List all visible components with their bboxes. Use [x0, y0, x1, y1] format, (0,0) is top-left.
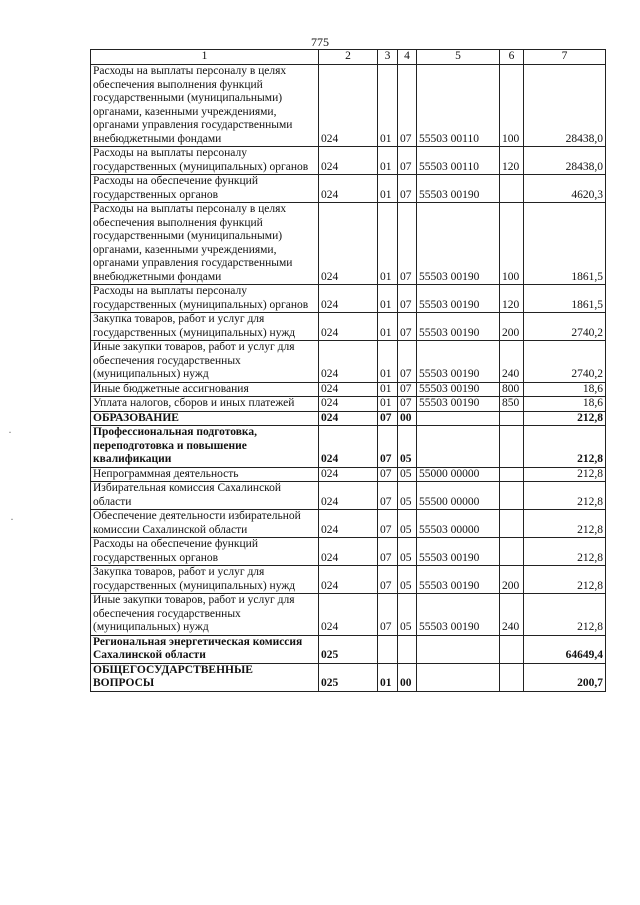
- header-row: [91, 50, 606, 65]
- row-type: 240: [500, 594, 524, 636]
- row-type: 200: [500, 566, 524, 594]
- row-subsection: [398, 635, 417, 663]
- row-subsection: 07: [398, 65, 417, 147]
- row-code: 024: [319, 175, 378, 203]
- row-code: 024: [319, 426, 378, 468]
- row-target: 55503 00000: [417, 510, 500, 538]
- row-section: 07: [378, 566, 398, 594]
- row-target: [417, 635, 500, 663]
- row-target: [417, 663, 500, 691]
- row-target: 55000 00000: [417, 467, 500, 482]
- row-code: 024: [319, 313, 378, 341]
- row-subsection: 07: [398, 147, 417, 175]
- col-header-3: 3: [378, 50, 398, 65]
- col-header-6: 6: [500, 50, 524, 65]
- row-code: 024: [319, 147, 378, 175]
- row-section: 07: [378, 467, 398, 482]
- row-target: 55503 00190: [417, 566, 500, 594]
- row-name: Обеспечение деятельности избирательной комиссии Сахалинской области: [91, 510, 319, 538]
- row-amount: 2740,2: [524, 341, 606, 383]
- row-name: Профессиональная подготовка, переподготовка и повышение квалификации: [91, 426, 319, 468]
- row-amount: 212,8: [524, 411, 606, 426]
- row-type: 120: [500, 285, 524, 313]
- row-subsection: 07: [398, 382, 417, 397]
- row-code: 024: [319, 510, 378, 538]
- row-amount: 2740,2: [524, 313, 606, 341]
- row-name: ОБЩЕГОСУДАРСТВЕННЫЕ ВОПРОСЫ: [91, 663, 319, 691]
- row-subsection: 05: [398, 467, 417, 482]
- table-row: [91, 382, 606, 397]
- row-subsection: 05: [398, 538, 417, 566]
- row-subsection: 05: [398, 426, 417, 468]
- row-code: 024: [319, 482, 378, 510]
- row-name: Расходы на обеспечение функций государственных органов: [91, 538, 319, 566]
- row-amount: 4620,3: [524, 175, 606, 203]
- row-subsection: 05: [398, 482, 417, 510]
- table-row: [91, 635, 606, 663]
- row-type: [500, 411, 524, 426]
- row-name: Расходы на выплаты персоналу государственных (муниципальных) органов: [91, 285, 319, 313]
- row-section: 01: [378, 397, 398, 412]
- row-type: [500, 663, 524, 691]
- row-name: Расходы на выплаты персоналу в целях обеспечения выполнения функций государственными (муниципальными) органами, казенными учреждениями, органами управления государственными внебюджетными фондами: [91, 65, 319, 147]
- table-row: [91, 313, 606, 341]
- table-row: [91, 147, 606, 175]
- row-code: 024: [319, 594, 378, 636]
- row-target: 55503 00190: [417, 382, 500, 397]
- row-target: 55503 00110: [417, 147, 500, 175]
- row-code: 024: [319, 538, 378, 566]
- row-name: Иные бюджетные ассигнования: [91, 382, 319, 397]
- table-row: [91, 426, 606, 468]
- row-code: 024: [319, 411, 378, 426]
- row-type: [500, 175, 524, 203]
- col-header-7: 7: [524, 50, 606, 65]
- row-type: 200: [500, 313, 524, 341]
- row-target: 55503 00110: [417, 65, 500, 147]
- row-amount: 1861,5: [524, 203, 606, 285]
- row-section: 07: [378, 426, 398, 468]
- table-row: [91, 285, 606, 313]
- table-row: [91, 397, 606, 412]
- row-section: 01: [378, 382, 398, 397]
- row-target: [417, 426, 500, 468]
- row-section: 01: [378, 663, 398, 691]
- table-row: [91, 467, 606, 482]
- col-header-1: 1: [91, 50, 319, 65]
- table-row: [91, 341, 606, 383]
- row-type: 240: [500, 341, 524, 383]
- row-amount: 212,8: [524, 594, 606, 636]
- row-target: 55503 00190: [417, 203, 500, 285]
- row-section: 07: [378, 411, 398, 426]
- row-subsection: 00: [398, 411, 417, 426]
- table-row: [91, 663, 606, 691]
- row-subsection: 07: [398, 285, 417, 313]
- row-section: 01: [378, 65, 398, 147]
- scan-mark: ·: [8, 425, 12, 439]
- table-row: [91, 510, 606, 538]
- row-code: 024: [319, 566, 378, 594]
- row-section: 01: [378, 203, 398, 285]
- col-header-4: 4: [398, 50, 417, 65]
- row-code: 025: [319, 635, 378, 663]
- row-code: 024: [319, 285, 378, 313]
- row-amount: 200,7: [524, 663, 606, 691]
- row-name: Региональная энергетическая комиссия Сахалинской области: [91, 635, 319, 663]
- row-subsection: 07: [398, 203, 417, 285]
- row-amount: 18,6: [524, 382, 606, 397]
- row-amount: 28438,0: [524, 65, 606, 147]
- row-code: 024: [319, 397, 378, 412]
- row-amount: 212,8: [524, 426, 606, 468]
- col-header-5: 5: [417, 50, 500, 65]
- row-name: ОБРАЗОВАНИЕ: [91, 411, 319, 426]
- row-type: 800: [500, 382, 524, 397]
- row-code: 024: [319, 203, 378, 285]
- scan-mark: ·: [10, 512, 14, 526]
- row-target: 55503 00190: [417, 313, 500, 341]
- row-subsection: 07: [398, 313, 417, 341]
- table-row: [91, 411, 606, 426]
- row-amount: 1861,5: [524, 285, 606, 313]
- row-section: 01: [378, 341, 398, 383]
- row-target: 55503 00190: [417, 538, 500, 566]
- row-code: 024: [319, 65, 378, 147]
- row-section: 01: [378, 313, 398, 341]
- row-name: Расходы на обеспечение функций государственных органов: [91, 175, 319, 203]
- row-name: Расходы на выплаты персоналу государственных (муниципальных) органов: [91, 147, 319, 175]
- row-section: 07: [378, 594, 398, 636]
- row-target: 55500 00000: [417, 482, 500, 510]
- row-section: 01: [378, 175, 398, 203]
- row-section: 07: [378, 538, 398, 566]
- table-row: [91, 538, 606, 566]
- page-number: 775: [311, 35, 329, 49]
- table-row: [91, 65, 606, 147]
- budget-table: [90, 49, 606, 692]
- row-type: 850: [500, 397, 524, 412]
- row-amount: 64649,4: [524, 635, 606, 663]
- row-type: 100: [500, 65, 524, 147]
- row-code: 024: [319, 382, 378, 397]
- row-code: 024: [319, 341, 378, 383]
- row-code: 024: [319, 467, 378, 482]
- row-section: [378, 635, 398, 663]
- row-target: [417, 411, 500, 426]
- row-amount: 18,6: [524, 397, 606, 412]
- row-section: 07: [378, 510, 398, 538]
- row-type: [500, 482, 524, 510]
- row-type: 100: [500, 203, 524, 285]
- row-name: Закупка товаров, работ и услуг для государственных (муниципальных) нужд: [91, 313, 319, 341]
- row-subsection: 00: [398, 663, 417, 691]
- row-subsection: 07: [398, 397, 417, 412]
- row-target: 55503 00190: [417, 341, 500, 383]
- row-name: Непрограммная деятельность: [91, 467, 319, 482]
- table-row: [91, 566, 606, 594]
- row-target: 55503 00190: [417, 175, 500, 203]
- row-type: 120: [500, 147, 524, 175]
- row-type: [500, 467, 524, 482]
- table-row: [91, 482, 606, 510]
- col-header-2: 2: [319, 50, 378, 65]
- row-subsection: 05: [398, 594, 417, 636]
- row-amount: 212,8: [524, 538, 606, 566]
- row-name: Иные закупки товаров, работ и услуг для обеспечения государственных (муниципальных) нужд: [91, 594, 319, 636]
- row-name: Расходы на выплаты персоналу в целях обеспечения выполнения функций государственными (муниципальными) органами, казенными учреждениями, органами управления государственными внебюджетными фондами: [91, 203, 319, 285]
- row-type: [500, 635, 524, 663]
- row-type: [500, 510, 524, 538]
- row-name: Иные закупки товаров, работ и услуг для обеспечения государственных (муниципальных) нужд: [91, 341, 319, 383]
- row-amount: 212,8: [524, 482, 606, 510]
- row-subsection: 05: [398, 566, 417, 594]
- row-amount: 212,8: [524, 467, 606, 482]
- row-subsection: 07: [398, 341, 417, 383]
- row-amount: 212,8: [524, 510, 606, 538]
- row-section: 01: [378, 147, 398, 175]
- table-row: [91, 203, 606, 285]
- row-target: 55503 00190: [417, 594, 500, 636]
- row-type: [500, 538, 524, 566]
- row-name: Избирательная комиссия Сахалинской области: [91, 482, 319, 510]
- row-amount: 28438,0: [524, 147, 606, 175]
- row-target: 55503 00190: [417, 397, 500, 412]
- row-code: 025: [319, 663, 378, 691]
- row-amount: 212,8: [524, 566, 606, 594]
- row-name: Закупка товаров, работ и услуг для государственных (муниципальных) нужд: [91, 566, 319, 594]
- row-section: 01: [378, 285, 398, 313]
- row-name: Уплата налогов, сборов и иных платежей: [91, 397, 319, 412]
- row-section: 07: [378, 482, 398, 510]
- row-subsection: 07: [398, 175, 417, 203]
- row-subsection: 05: [398, 510, 417, 538]
- row-type: [500, 426, 524, 468]
- row-target: 55503 00190: [417, 285, 500, 313]
- table-row: [91, 594, 606, 636]
- table-row: [91, 175, 606, 203]
